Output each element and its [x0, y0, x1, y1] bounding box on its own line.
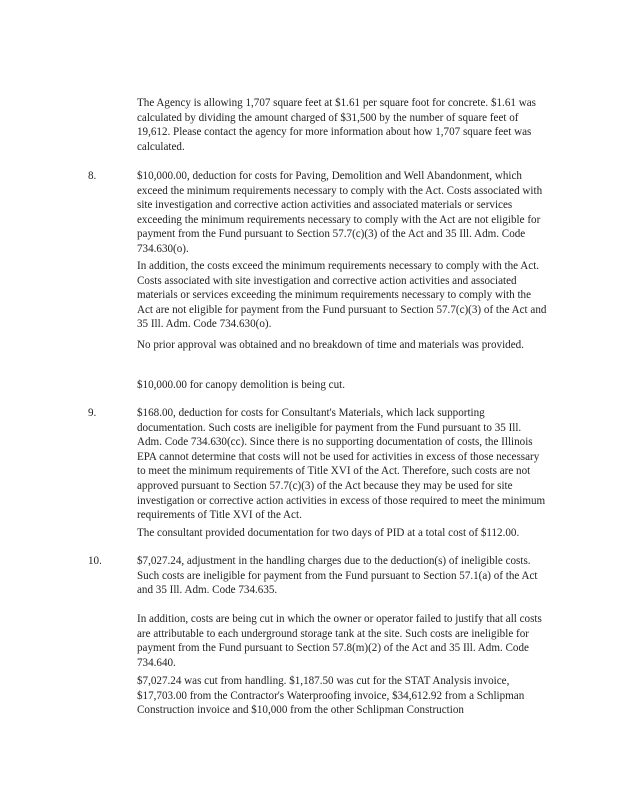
- item-8-paragraph-3: No prior approval was obtained and no breakdown of time and materials was provided.: [137, 339, 524, 351]
- item-9-paragraph-1: $168.00, deduction for costs for Consultant's Materials, which lack supporting documentation. Such costs are ineligible for payment from the Fund pursuant to 35 Ill. Adm. Code 734.630(cc). Since there is no supporting documentation of costs, the Illinois EPA cannot determine that costs will not be used for activities in excess of those necessary to meet the minimum requirements of Title XVI of the Act. Therefore, such costs are not approved pursuant to Section 57.7(c)(3) of the Act because they may be used for site investigation or corrective action activities in excess of those required to meet the minimum requirements of Title XVI of the Act.: [137, 407, 546, 522]
- item-8-paragraph-2: In addition, the costs exceed the minimum requirements necessary to comply with the Act. Costs associated with site investigation and corrective action activities and associated materials or services exceeding the minimum requirements necessary to comply with the Act are not eligible for payment from the Fund pursuant to Section 57.7(c)(3) of the Act and 35 Ill. Adm. Code 734.630(o).: [137, 260, 547, 331]
- item-9-paragraph-2: The consultant provided documentation for two days of PID at a total cost of $112.00.: [137, 527, 520, 539]
- item-8-paragraph-4: $10,000.00 for canopy demolition is being cut.: [137, 379, 345, 391]
- item-9-number: 9.: [88, 407, 97, 419]
- item-8-number: 8.: [88, 170, 97, 182]
- item-10-paragraph-2: In addition, costs are being cut in which the owner or operator failed to justify that all costs are attributable to each underground storage tank at the site. Such costs are ineligible for payment from the Fund pursuant to Section 57.8(m)(2) of the Act and 35 Ill. Adm. Code 734.640.: [137, 613, 542, 669]
- item-8-paragraph-1: $10,000.00, deduction for costs for Paving, Demolition and Well Abandonment, which exceed the minimum requirements necessary to comply with the Act. Costs associated with site investigation and corrective action activities and associated materials or services exceeding the minimum requirements necessary to comply with the Act are not eligible for payment from the Fund pursuant to Section 57.7(c)(3) of the Act and 35 Ill. Adm. Code 734.630(o).: [137, 170, 543, 255]
- item-10-paragraph-1: $7,027.24, adjustment in the handling charges due to the deduction(s) of ineligible costs. Such costs are ineligible for payment from the Fund pursuant to Section 57.1(a) of the Act and 35 Ill. Adm. Code 734.635.: [137, 555, 538, 597]
- item-10-number: 10.: [88, 555, 102, 567]
- item-10-paragraph-3: $7,027.24 was cut from handling. $1,187.50 was cut for the STAT Analysis invoice, $17,703.00 from the Contractor's Waterproofing invoice, $34,612.92 from a Schlipman Construction invoice and $10,000 from the other Schlipman Construction: [137, 675, 525, 717]
- intro-paragraph: The Agency is allowing 1,707 square feet at $1.61 per square foot for concrete. $1.61 was calculated by dividing the amount charged of $31,500 by the number of square feet of 19,612. Please contact the agency for more information about how 1,707 square feet was calculated.: [137, 97, 536, 153]
